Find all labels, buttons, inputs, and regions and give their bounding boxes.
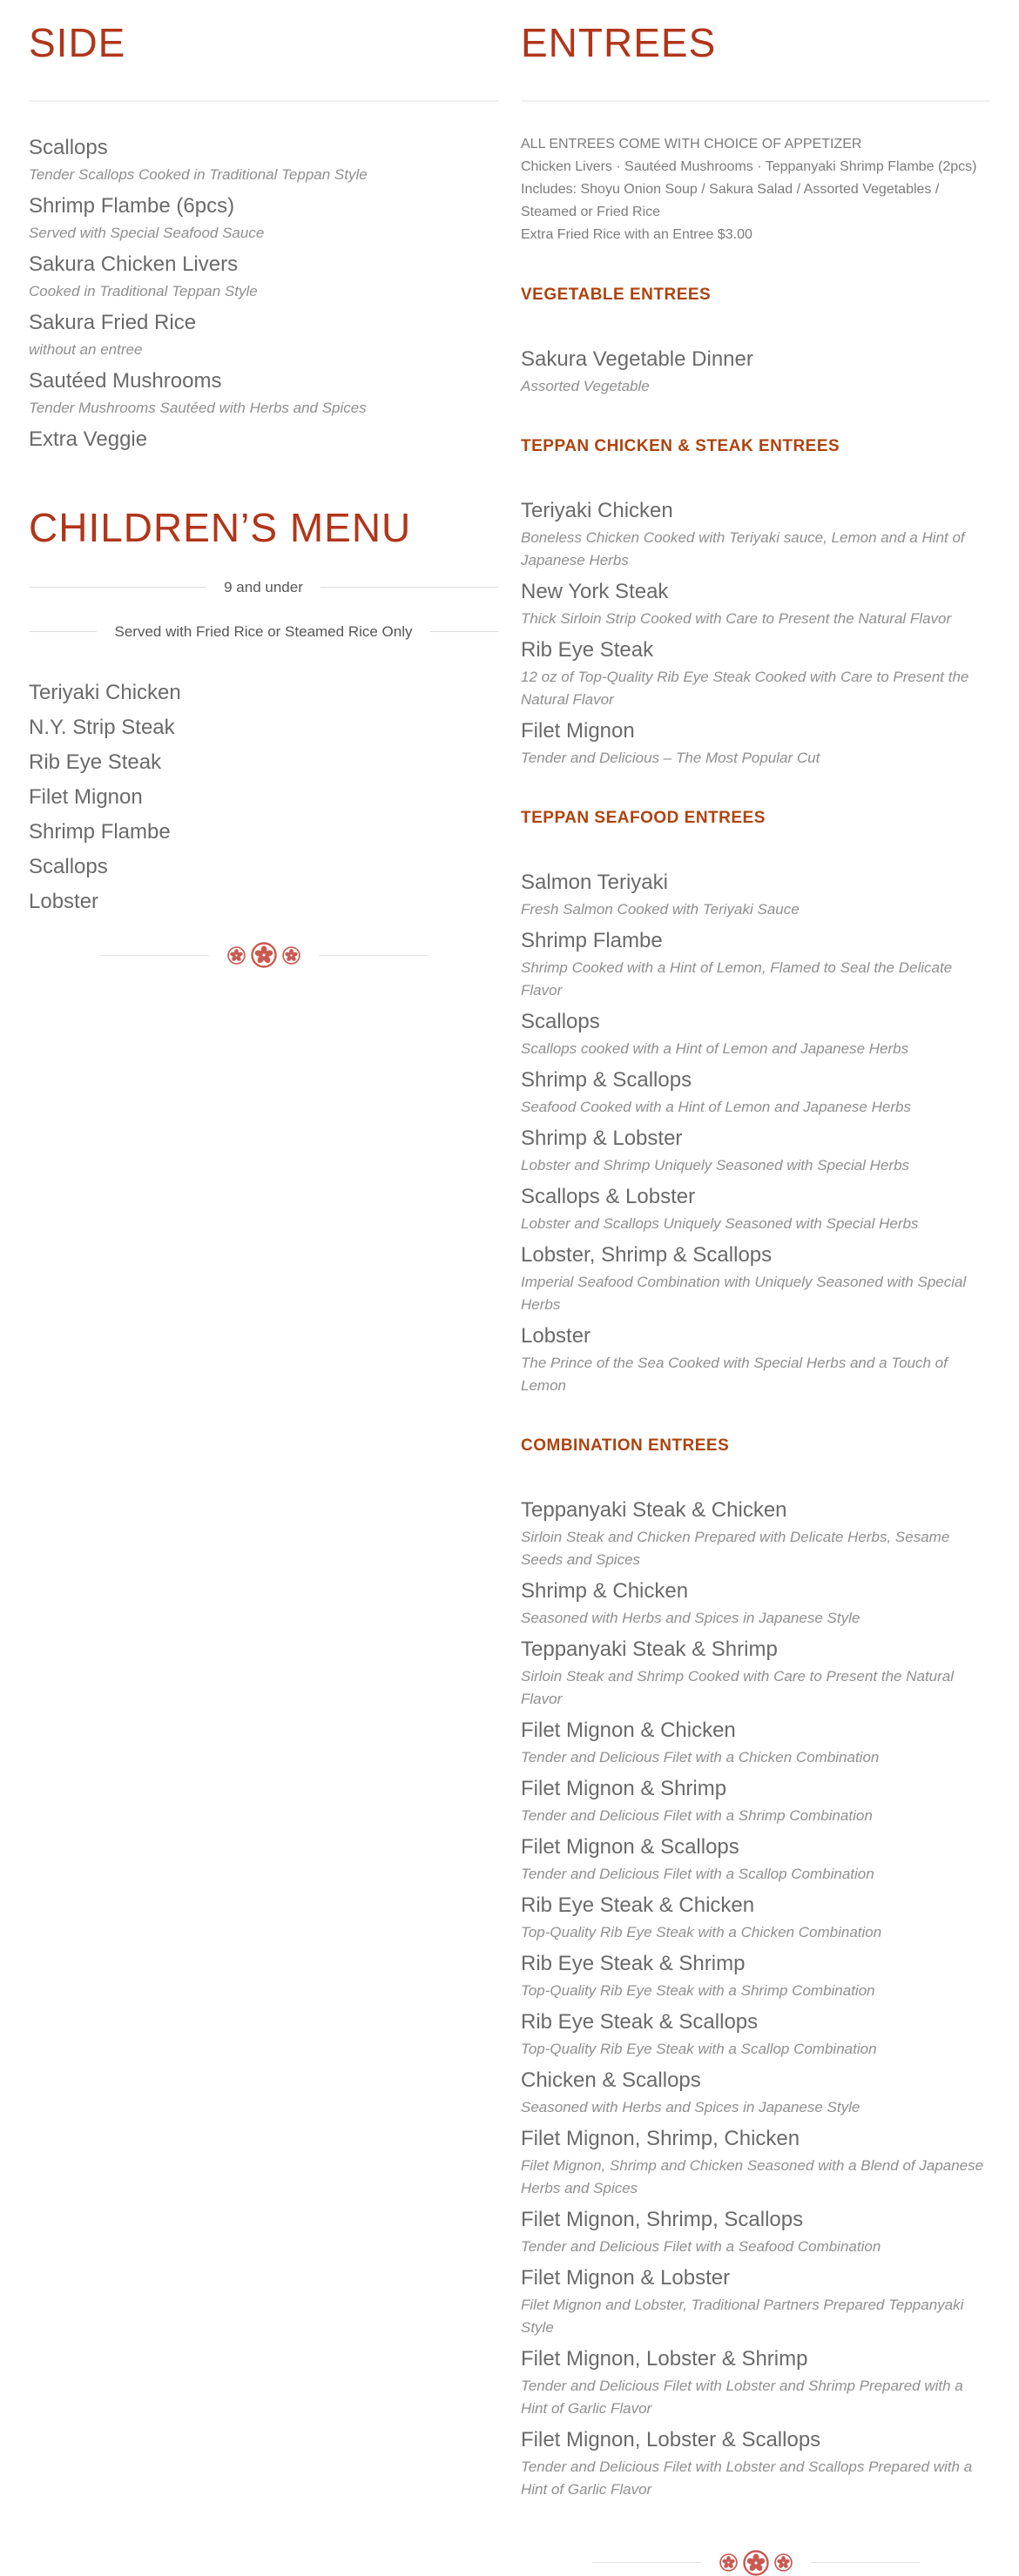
menu-item xyxy=(29,133,498,186)
note-text: Served with Fried Rice or Steamed Rice Only xyxy=(114,623,413,641)
menu-item-name: Teppanyaki Steak & Chicken xyxy=(521,1497,787,1522)
entrees-title: ENTREES xyxy=(521,20,717,65)
menu-item-name: Filet Mignon, Shrimp, Scallops xyxy=(521,2207,804,2231)
menu-item-name: Rib Eye Steak xyxy=(29,750,162,775)
menu-item-name: Filet Mignon xyxy=(29,785,143,810)
intro-line: ALL ENTREES COME WITH CHOICE OF APPETIZER xyxy=(521,136,862,151)
sakura-divider xyxy=(29,942,498,968)
side-section xyxy=(29,21,498,454)
menu-item-desc: Seafood Cooked with a Hint of Lemon and Japanese Herbs xyxy=(521,1098,911,1115)
note-divider xyxy=(29,575,498,599)
menu-item-desc: Lobster and Shrimp Uniquely Seasoned with Special Herbs xyxy=(521,1156,910,1174)
menu-item-name: Filet Mignon & Chicken xyxy=(521,1718,736,1742)
menu-item xyxy=(29,425,498,454)
menu-item xyxy=(521,2205,990,2258)
menu-item-desc: Tender and Delicious Filet with Lobster and Shrimp Prepared with a Hint of Garlic Flavor xyxy=(521,2377,963,2417)
chicken-steak-entrees-section xyxy=(521,434,990,770)
menu-item-name: Filet Mignon xyxy=(521,718,635,743)
menu-item xyxy=(521,1124,990,1177)
menu-item-name: Extra Veggie xyxy=(29,427,148,451)
menu-item-name: N.Y. Strip Steak xyxy=(29,716,175,740)
menu-item xyxy=(521,2263,990,2339)
menu-item-name: Filet Mignon & Lobster xyxy=(521,2265,731,2290)
menu-item xyxy=(521,1322,990,1397)
children-menu-title: CHILDREN’S MENU xyxy=(29,504,412,550)
menu-item xyxy=(521,2344,990,2420)
menu-item-name: Lobster xyxy=(29,890,99,914)
entrees-section xyxy=(521,21,990,246)
menu-item xyxy=(521,1241,990,1316)
menu-item xyxy=(521,345,990,398)
menu-item xyxy=(521,716,990,770)
menu-item-name: New York Steak xyxy=(521,579,669,603)
menu-item xyxy=(521,1577,990,1630)
menu-item xyxy=(521,1635,990,1711)
menu-item xyxy=(521,1774,990,1827)
menu-item xyxy=(521,577,990,630)
menu-item xyxy=(521,2008,990,2061)
menu-item xyxy=(29,367,498,420)
sakura-divider xyxy=(521,2550,990,2576)
menu-item-desc: Tender and Delicious – The Most Popular Cut xyxy=(521,749,820,766)
menu-item-name: Teppanyaki Steak & Shrimp xyxy=(521,1637,778,1661)
menu-item-name: Scallops xyxy=(521,1009,600,1033)
sakura-icon xyxy=(227,946,246,965)
menu-item-desc: Top-Quality Rib Eye Steak with a Shrimp Combination xyxy=(521,1981,875,1999)
menu-item-desc: Served with Special Seafood Sauce xyxy=(29,224,265,241)
menu-item-desc: Scallops cooked with a Hint of Lemon and Japanese Herbs xyxy=(521,1039,909,1057)
menu-item-name: Sakura Fried Rice xyxy=(29,310,197,334)
entrees-intro xyxy=(521,133,990,246)
menu-item-name: Lobster, Shrimp & Scallops xyxy=(521,1242,773,1267)
menu-item-name: Filet Mignon & Shrimp xyxy=(521,1776,727,1800)
menu-item xyxy=(521,1949,990,2002)
menu-item-desc: Seasoned with Herbs and Spices in Japanese Style xyxy=(521,2098,860,2115)
sakura-icon xyxy=(743,2550,769,2576)
menu-item-desc: Imperial Seafood Combination with Uniquely Seasoned with Special Herbs xyxy=(521,1273,967,1313)
menu-item-name: Sakura Chicken Livers xyxy=(29,252,239,276)
menu-item xyxy=(521,1182,990,1235)
menu-item-desc: Shrimp Cooked with a Hint of Lemon, Flamed to Seal the Delicate Flavor xyxy=(521,958,953,999)
menu-item-desc: Seasoned with Herbs and Spices in Japanese Style xyxy=(521,1609,860,1626)
intro-line: Includes: Shoyu Onion Soup / Sakura Salad / Assorted Vegetables / Steamed or Fried Rice xyxy=(521,181,940,219)
menu-item-name: Sakura Vegetable Dinner xyxy=(521,346,753,371)
menu-item-name: Scallops & Lobster xyxy=(521,1184,696,1208)
menu-item-desc: Boneless Chicken Cooked with Teriyaki sauce, Lemon and a Hint of Japanese Herbs xyxy=(521,528,965,568)
right-column xyxy=(521,0,990,2576)
menu-item xyxy=(29,308,498,361)
menu-item-desc: Thick Sirloin Strip Cooked with Care to Present the Natural Flavor xyxy=(521,609,952,627)
menu-item-desc: Lobster and Scallops Uniquely Seasoned with Special Herbs xyxy=(521,1214,919,1232)
note-divider xyxy=(29,620,498,643)
menu-item-desc: Tender and Delicious Filet with a Scallop Combination xyxy=(521,1865,874,1882)
menu-item xyxy=(521,2066,990,2119)
note-text: 9 and under xyxy=(224,579,303,596)
menu-item-desc: Fresh Salmon Cooked with Teriyaki Sauce xyxy=(521,900,800,918)
menu-item-name: Shrimp & Lobster xyxy=(521,1126,683,1150)
menu-item-name: Rib Eye Steak & Scallops xyxy=(521,2009,759,2034)
menu-item-name: Teriyaki Chicken xyxy=(29,681,181,705)
menu-item-desc: Filet Mignon, Shrimp and Chicken Seasoned with a Blend of Japanese Herbs and Spices xyxy=(521,2156,984,2196)
menu-item-desc: The Prince of the Sea Cooked with Special Herbs and a Touch of Lemon xyxy=(521,1354,948,1394)
sakura-icon xyxy=(282,946,300,965)
menu-item-name: Shrimp & Chicken xyxy=(521,1578,689,1603)
menu-item xyxy=(521,1496,990,1571)
intro-line: Chicken Livers · Sautéed Mushrooms · Teppanyaki Shrimp Flambe (2pcs) xyxy=(521,158,977,174)
vegetable-entrees-section xyxy=(521,283,990,398)
menu-item-name: Scallops xyxy=(29,855,108,879)
menu-item-name: Shrimp Flambe xyxy=(521,928,663,952)
menu-item xyxy=(521,2425,990,2501)
menu-item xyxy=(29,192,498,245)
menu-item xyxy=(521,868,990,921)
sakura-icon xyxy=(719,2553,738,2572)
menu-item-name: Sautéed Mushrooms xyxy=(29,368,222,393)
menu-item xyxy=(29,250,498,303)
menu-item-desc: Filet Mignon and Lobster, Traditional Partners Prepared Teppanyaki Style xyxy=(521,2296,964,2336)
menu-item-desc: without an entree xyxy=(29,340,143,358)
menu-item-desc: Tender and Delicious Filet with a Shrimp Combination xyxy=(521,1806,873,1824)
children-menu-section xyxy=(29,506,498,917)
menu-item-desc: Sirloin Steak and Shrimp Cooked with Care to Present the Natural Flavor xyxy=(521,1667,955,1707)
menu-item-desc: Sirloin Steak and Chicken Prepared with Delicate Herbs, Sesame Seeds and Spices xyxy=(521,1528,950,1568)
menu-item-name: Filet Mignon, Lobster & Shrimp xyxy=(521,2346,808,2371)
menu-item xyxy=(521,926,990,1002)
menu-item xyxy=(521,496,990,572)
menu-item-desc: Cooked in Traditional Teppan Style xyxy=(29,282,258,299)
menu-item-desc: Tender and Delicious Filet with a Chicken Combination xyxy=(521,1748,880,1766)
menu-item-desc: Assorted Vegetable xyxy=(521,377,650,394)
menu-item-name: Rib Eye Steak & Chicken xyxy=(521,1893,755,1917)
subsection-heading: VEGETABLE ENTREES xyxy=(521,285,712,304)
subsection-heading: COMBINATION ENTREES xyxy=(521,1436,730,1455)
intro-line: Extra Fried Rice with an Entree $3.00 xyxy=(521,226,752,242)
menu-item xyxy=(521,636,990,711)
subsection-heading: TEPPAN CHICKEN & STEAK ENTREES xyxy=(521,436,840,455)
menu-item-name: Rib Eye Steak xyxy=(521,637,654,662)
subsection-heading: TEPPAN SEAFOOD ENTREES xyxy=(521,808,766,827)
menu-item xyxy=(521,1007,990,1060)
menu-item-name: Rib Eye Steak & Shrimp xyxy=(521,1951,746,1975)
menu-item-name: Shrimp Flambe (6pcs) xyxy=(29,193,235,218)
menu-item-name: Filet Mignon, Shrimp, Chicken xyxy=(521,2126,800,2150)
menu-item-desc: Tender and Delicious Filet with a Seafood Combination xyxy=(521,2237,881,2255)
menu-item-name: Salmon Teriyaki xyxy=(521,870,668,894)
menu-item-name: Shrimp & Scallops xyxy=(521,1067,692,1092)
menu-item xyxy=(521,1716,990,1769)
section-rule xyxy=(521,100,990,102)
menu-item-desc: Tender Scallops Cooked in Traditional Teppan Style xyxy=(29,165,368,183)
menu-item xyxy=(521,1891,990,1944)
side-section-title: SIDE xyxy=(29,20,126,65)
menu-item-desc: Top-Quality Rib Eye Steak with a Scallop Combination xyxy=(521,2040,877,2057)
sakura-icon xyxy=(251,942,277,968)
side-items xyxy=(29,133,498,454)
menu-item-desc: Top-Quality Rib Eye Steak with a Chicken Combination xyxy=(521,1923,882,1940)
menu-item xyxy=(521,2124,990,2200)
combination-entrees-section xyxy=(521,1434,990,2501)
menu-item-name: Chicken & Scallops xyxy=(521,2068,701,2092)
menu-item-name: Filet Mignon & Scallops xyxy=(521,1834,739,1859)
menu-item xyxy=(521,1833,990,1886)
children-items xyxy=(29,678,498,916)
sakura-icon xyxy=(774,2553,793,2572)
left-column xyxy=(29,0,498,968)
menu-item-name: Teriyaki Chicken xyxy=(521,498,673,522)
menu-item xyxy=(521,1066,990,1119)
menu-item-desc: Tender and Delicious Filet with Lobster and Scallops Prepared with a Hint of Garlic Flavor xyxy=(521,2458,973,2498)
seafood-entrees-section xyxy=(521,806,990,1397)
section-rule xyxy=(29,100,498,102)
menu-item-desc: 12 oz of Top-Quality Rib Eye Steak Cooked with Care to Present the Natural Flavor xyxy=(521,668,969,708)
menu-item-name: Shrimp Flambe xyxy=(29,820,171,844)
menu-item-name: Scallops xyxy=(29,135,108,159)
menu-item-desc: Tender Mushrooms Sautéed with Herbs and Spices xyxy=(29,399,367,416)
menu-item-name: Filet Mignon, Lobster & Scallops xyxy=(521,2427,821,2452)
menu-item-name: Lobster xyxy=(521,1323,591,1348)
